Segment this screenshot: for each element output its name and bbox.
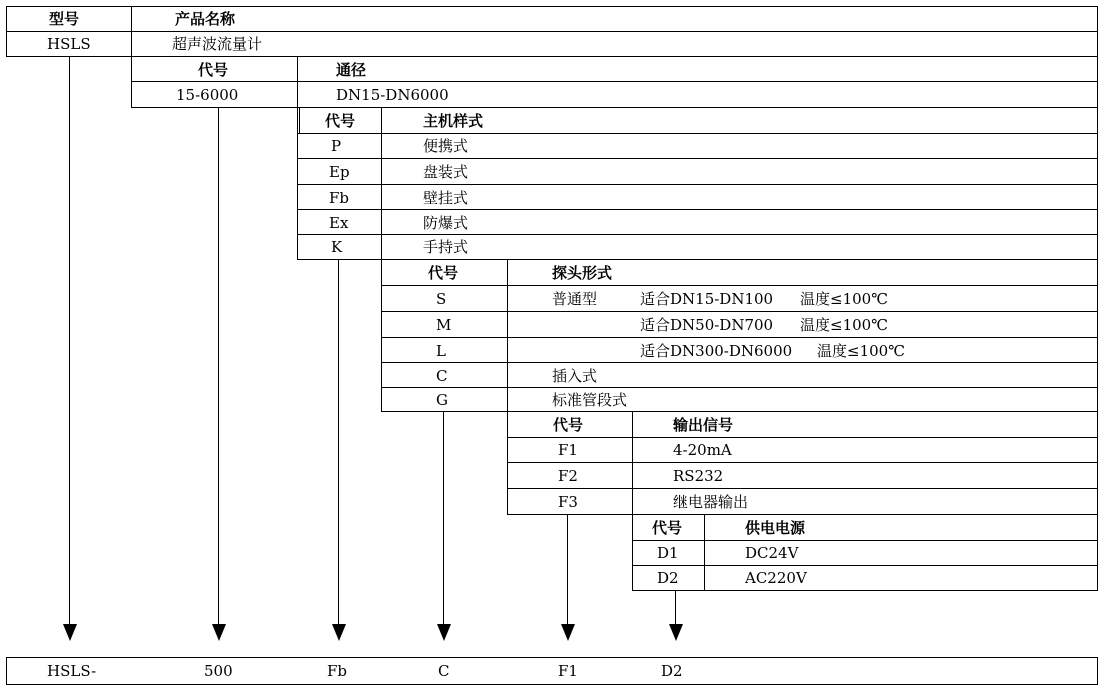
host-style-header: 主机样式 — [423, 112, 484, 130]
power-name: DC24V — [745, 544, 799, 562]
arrow-down-icon — [561, 624, 575, 641]
probe-code: S — [436, 290, 447, 308]
probe-code: C — [436, 367, 448, 385]
example-power: D2 — [661, 662, 683, 680]
output-code: F2 — [558, 467, 578, 485]
probe-temp: 温度≤100℃ — [800, 316, 888, 334]
host-name: 盘装式 — [423, 163, 469, 181]
example-model: HSLS- — [47, 662, 97, 680]
probe-name: 普通型 — [552, 290, 598, 308]
host-name: 手持式 — [423, 238, 469, 256]
arrow-line-power — [675, 590, 676, 626]
diameter-code: 15-6000 — [176, 86, 239, 104]
probe-name: 插入式 — [552, 367, 598, 385]
model-header: 型号 — [49, 10, 80, 28]
diameter-header: 通径 — [336, 61, 367, 79]
power-code-header: 代号 — [652, 519, 683, 537]
power-code: D2 — [657, 569, 679, 587]
host-name: 便携式 — [423, 137, 469, 155]
arrow-line-host — [338, 259, 339, 626]
arrow-line-output — [567, 514, 568, 626]
output-name: 继电器输出 — [673, 493, 749, 511]
example-output: F1 — [558, 662, 578, 680]
arrow-down-icon — [437, 624, 451, 641]
probe-code: G — [436, 391, 448, 409]
output-signal-header: 输出信号 — [673, 416, 734, 434]
host-name: 壁挂式 — [423, 189, 469, 207]
host-code: Ex — [329, 214, 349, 232]
probe-code: L — [436, 342, 446, 360]
arrow-line-diameter — [218, 107, 219, 626]
power-supply-header: 供电电源 — [745, 519, 806, 537]
diameter-value: DN15-DN6000 — [336, 86, 449, 104]
output-code: F1 — [558, 441, 578, 459]
arrow-down-icon — [669, 624, 683, 641]
model-value: HSLS — [47, 35, 91, 53]
probe-temp: 温度≤100℃ — [817, 342, 905, 360]
host-code: P — [331, 137, 342, 155]
probe-temp: 温度≤100℃ — [800, 290, 888, 308]
host-code: Ep — [329, 163, 350, 181]
host-code: Fb — [329, 189, 350, 207]
product-name-value: 超声波流量计 — [172, 35, 263, 53]
example-host: Fb — [327, 662, 348, 680]
arrow-line-model — [69, 56, 70, 626]
power-code: D1 — [657, 544, 679, 562]
output-name: RS232 — [673, 467, 724, 485]
arrow-down-icon — [332, 624, 346, 641]
arrow-down-icon — [63, 624, 77, 641]
host-code-header: 代号 — [325, 112, 356, 130]
example-diameter: 500 — [204, 662, 233, 680]
output-name: 4-20mA — [673, 441, 732, 459]
host-code: K — [331, 238, 343, 256]
probe-code: M — [436, 316, 452, 334]
output-code-header: 代号 — [553, 416, 584, 434]
probe-form-header: 探头形式 — [552, 264, 613, 282]
product-name-header: 产品名称 — [175, 10, 236, 28]
output-code: F3 — [558, 493, 578, 511]
probe-name: 标准管段式 — [552, 391, 628, 409]
power-name: AC220V — [745, 569, 807, 587]
probe-range: 适合DN50-DN700 — [640, 316, 774, 334]
arrow-down-icon — [212, 624, 226, 641]
diameter-code-header: 代号 — [198, 61, 229, 79]
arrow-line-probe — [443, 411, 444, 626]
probe-code-header: 代号 — [428, 264, 459, 282]
probe-range: 适合DN300-DN6000 — [640, 342, 793, 360]
example-probe: C — [438, 662, 450, 680]
probe-range: 适合DN15-DN100 — [640, 290, 774, 308]
host-name: 防爆式 — [423, 214, 469, 232]
